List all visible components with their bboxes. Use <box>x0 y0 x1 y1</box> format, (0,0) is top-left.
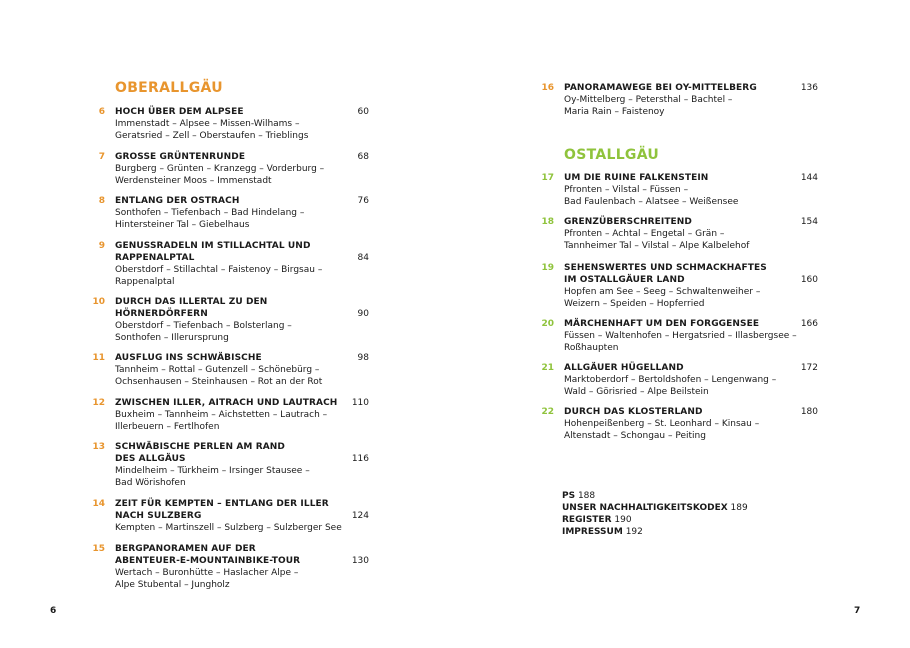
toc-entry[interactable] <box>98 151 415 187</box>
entry-title: ENTLANG DER OSTRACH <box>115 196 240 206</box>
appendix-item-register[interactable] <box>562 514 748 526</box>
entry-number: 6 <box>98 107 105 117</box>
entry-route: Kempten – Martinszell – Sulzberg – Sulzberger See <box>115 523 342 533</box>
entry-page-number: 90 <box>357 309 369 319</box>
entry-route: Wertach – Buronhütte – Haslacher Alpe – Alpe Stubental – Jungholz <box>115 568 299 590</box>
entry-route: Pfronten – Achtal – Engetal – Grän – Tannheimer Tal – Vilstal – Alpe Kalbelehof <box>564 229 750 251</box>
entry-title: PANORAMAWEGE BEI OY-MITTELBERG <box>564 83 757 93</box>
entry-route: Pfronten – Vilstal – Füssen – Bad Faulenbach – Alatsee – Weißensee <box>564 185 739 207</box>
toc-entry[interactable] <box>541 362 864 398</box>
toc-entry[interactable] <box>98 106 415 142</box>
toc-entry[interactable] <box>541 262 864 310</box>
toc-entry[interactable] <box>541 216 864 252</box>
appendix-label: IMPRESSUM <box>562 527 623 537</box>
entry-route: Marktoberdorf – Bertoldshofen – Lengenwang – Wald – Görisried – Alpe Beilstein <box>564 375 777 397</box>
entry-number: 17 <box>541 173 554 183</box>
entry-route: Oy-Mittelberg – Petersthal – Bachtel – Maria Rain – Faistenoy <box>564 95 733 117</box>
entry-number: 18 <box>541 217 554 227</box>
entry-title: GROSSE GRÜNTENRUNDE <box>115 152 246 162</box>
entry-route: Hohenpeißenberg – St. Leonhard – Kinsau – Altenstadt – Schongau – Peiting <box>564 419 760 441</box>
entry-number: 9 <box>98 241 105 251</box>
entry-title: GENUSSRADELN IM STILLACHTAL UND RAPPENALPTAL <box>115 241 311 263</box>
entry-route: Füssen – Waltenhofen – Hergatsried – Illasbergsee – Roßhaupten <box>564 331 797 353</box>
right-page <box>455 0 910 648</box>
entry-page-number: 124 <box>351 511 369 521</box>
entry-route: Oberstdorf – Tiefenbach – Bolsterlang – Sonthofen – Illerursprung <box>115 321 292 343</box>
entry-title: SCHWÄBISCHE PERLEN AM RAND DES ALLGÄUS <box>115 442 285 464</box>
toc-entry[interactable] <box>92 296 415 344</box>
appendix-item-ps[interactable] <box>562 490 748 502</box>
entry-number: 8 <box>98 196 105 206</box>
entry-number: 11 <box>92 353 105 363</box>
appendix-item-nachhaltigkeitskodex[interactable] <box>562 502 748 514</box>
entry-page-number: 154 <box>800 217 818 227</box>
toc-entry[interactable] <box>92 543 415 591</box>
entry-page-number: 68 <box>357 152 369 162</box>
entry-title: DURCH DAS ILLERTAL ZU DEN HÖRNERDÖRFERN <box>115 297 268 319</box>
entry-route: Tannheim – Rottal – Gutenzell – Schönebürg – Ochsenhausen – Steinhausen – Rot an der Rot <box>115 365 323 387</box>
entry-route: Sonthofen – Tiefenbach – Bad Hindelang – Hintersteiner Tal – Giebelhaus <box>115 208 305 230</box>
entry-page-number: 136 <box>800 83 818 93</box>
entry-page-number: 60 <box>357 107 369 117</box>
toc-entry[interactable] <box>541 318 864 354</box>
page-number-left: 6 <box>50 606 57 616</box>
toc-entry[interactable] <box>541 406 864 442</box>
entry-number: 13 <box>92 442 105 452</box>
entry-title: UM DIE RUINE FALKENSTEIN <box>564 173 709 183</box>
entry-page-number: 172 <box>800 363 818 373</box>
toc-entry[interactable] <box>92 352 415 388</box>
entry-page-number: 144 <box>800 173 818 183</box>
page-number-right: 7 <box>854 606 861 616</box>
entry-title: HOCH ÜBER DEM ALPSEE <box>115 107 244 117</box>
entry-number: 15 <box>92 544 105 554</box>
entry-route: Mindelheim – Türkheim – Irsinger Stausee – Bad Wörishofen <box>115 466 310 488</box>
appendix-page: 190 <box>614 515 632 525</box>
entry-number: 14 <box>92 499 105 509</box>
entry-title: AUSFLUG INS SCHWÄBISCHE <box>115 353 262 363</box>
section-title-oberallgaeu: OBERALLGÄU <box>115 80 223 96</box>
entry-number: 22 <box>541 407 554 417</box>
entry-number: 12 <box>92 398 105 408</box>
toc-entry[interactable] <box>92 397 415 433</box>
entry-title: GRENZÜBERSCHREITEND <box>564 217 693 227</box>
entry-page-number: 110 <box>351 398 369 408</box>
entry-number: 20 <box>541 319 554 329</box>
entry-title: DURCH DAS KLOSTERLAND <box>564 407 703 417</box>
toc-entry[interactable] <box>541 82 864 118</box>
appendix-label: UNSER NACHHALTIGKEITSKODEX <box>562 503 728 513</box>
entry-page-number: 116 <box>351 454 369 464</box>
entry-number: 10 <box>92 297 105 307</box>
appendix-page: 188 <box>577 491 596 501</box>
entry-page-number: 84 <box>357 253 369 263</box>
entry-title: MÄRCHENHAFT UM DEN FORGGENSEE <box>564 319 760 329</box>
entry-title: SEHENSWERTES UND SCHMACKHAFTES IM OSTALLGÄUER LAND <box>564 263 767 285</box>
toc-entry[interactable] <box>92 498 415 534</box>
entry-page-number: 76 <box>357 196 369 206</box>
entry-title: ZWISCHEN ILLER, AITRACH UND LAUTRACH <box>115 398 338 408</box>
entry-page-number: 98 <box>357 353 369 363</box>
toc-entry[interactable] <box>92 441 415 489</box>
entry-number: 19 <box>541 263 554 273</box>
toc-entry[interactable] <box>541 172 864 208</box>
section-title-ostallgaeu: OSTALLGÄU <box>564 147 660 163</box>
appendix-page: 192 <box>625 527 643 537</box>
entry-route: Buxheim – Tannheim – Aichstetten – Lautrach – Illerbeuern – Fertlhofen <box>115 410 328 432</box>
appendix-label: REGISTER <box>562 515 612 525</box>
entry-route: Oberstdorf – Stillachtal – Faistenoy – Birgsau – Rappenalptal <box>115 265 323 287</box>
entry-title: ALLGÄUER HÜGELLAND <box>564 363 684 373</box>
entry-title: ZEIT FÜR KEMPTEN – ENTLANG DER ILLER NACH SULZBERG <box>115 499 329 521</box>
entry-number: 16 <box>541 83 554 93</box>
entry-number: 7 <box>98 152 105 162</box>
entry-page-number: 166 <box>800 319 818 329</box>
entry-route: Immenstadt – Alpsee – Missen-Wilhams – Geratsried – Zell – Oberstaufen – Trieblings <box>115 119 309 141</box>
entry-page-number: 160 <box>800 275 818 285</box>
entry-route: Burgberg – Grünten – Kranzegg – Vorderburg – Werdensteiner Moos – Immenstadt <box>115 164 325 186</box>
toc-entry[interactable] <box>98 195 415 231</box>
toc-entry[interactable] <box>98 240 415 288</box>
entry-page-number: 180 <box>800 407 818 417</box>
appendix-page: 189 <box>730 503 748 513</box>
entry-number: 21 <box>541 363 554 373</box>
appendix-item-impressum[interactable] <box>562 526 748 538</box>
entry-title: BERGPANORAMEN AUF DER ABENTEUER-E-MOUNTAINBIKE-TOUR <box>115 544 301 566</box>
entry-route: Hopfen am See – Seeg – Schwaltenweiher – Weizern – Speiden – Hopferried <box>564 287 761 309</box>
entry-page-number: 130 <box>351 556 369 566</box>
appendix-list <box>562 490 748 538</box>
appendix-label: PS <box>562 491 576 501</box>
